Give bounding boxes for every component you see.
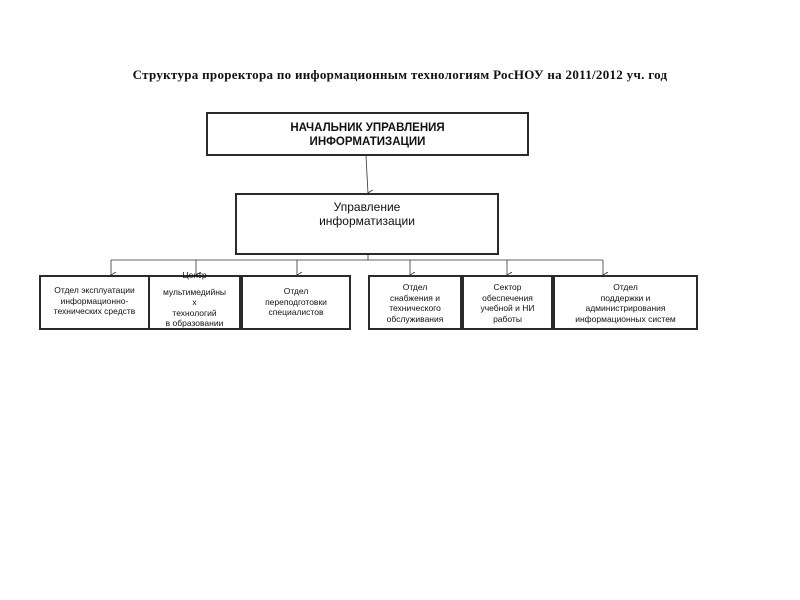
dept-5-line-3: учебной и НИ [480, 303, 535, 313]
dept-4-line-3: технического [389, 303, 441, 313]
head-line-2: ИНФОРМАТИЗАЦИИ [309, 136, 426, 148]
management-line-2: информатизации [319, 214, 415, 228]
dept-2-line-5: в образовании [165, 318, 224, 328]
connector-head-to-management [366, 156, 368, 193]
dept-retraining-box [241, 275, 351, 330]
dept-6-line-3: администрирования [585, 303, 666, 313]
dept-2-line-4: технологий [172, 307, 217, 318]
dept-supply-box [368, 275, 462, 330]
dept-1-line-2: информационно- [60, 295, 129, 306]
head-of-department-box [206, 112, 529, 156]
management-box [235, 193, 499, 255]
head-line-1: НАЧАЛЬНИК УПРАВЛЕНИЯ [290, 122, 445, 134]
dept-3-line-3: специалистов [268, 307, 324, 317]
dept-6-line-4: информационных систем [575, 313, 676, 324]
dept-2-line-2: мультимедийны [162, 286, 226, 297]
dept-2-line-1: Центр [182, 270, 207, 280]
chart-title: Структура проректора по информационным технологиям РосНОУ на 2011/2012 уч. год [132, 67, 668, 82]
dept-3-line-1: Отдел [283, 286, 309, 296]
management-line-1: Управление [333, 200, 401, 214]
dept-5-line-2: обеспечения [482, 292, 533, 303]
dept-1-line-1: Отдел эксплуатации [54, 285, 135, 295]
dept-multimedia-center-box [148, 270, 241, 330]
dept-4-line-1: Отдел [402, 282, 428, 292]
dept-5-line-4: работы [493, 313, 522, 324]
dept-education-support-sector-box [462, 275, 553, 330]
dept-6-line-2: поддержки и [600, 292, 651, 303]
dept-1-line-3: технических средств [53, 306, 136, 316]
dept-is-administration-box [553, 275, 698, 330]
dept-operations-box [39, 275, 150, 330]
dept-2-line-3: х [192, 297, 197, 307]
dept-4-line-4: обслуживания [386, 313, 444, 324]
dept-4-line-2: снабжения и [389, 292, 440, 303]
dept-3-line-2: переподготовки [265, 296, 327, 307]
dept-6-line-1: Отдел [613, 282, 638, 292]
dept-5-line-1: Сектор [493, 282, 522, 292]
